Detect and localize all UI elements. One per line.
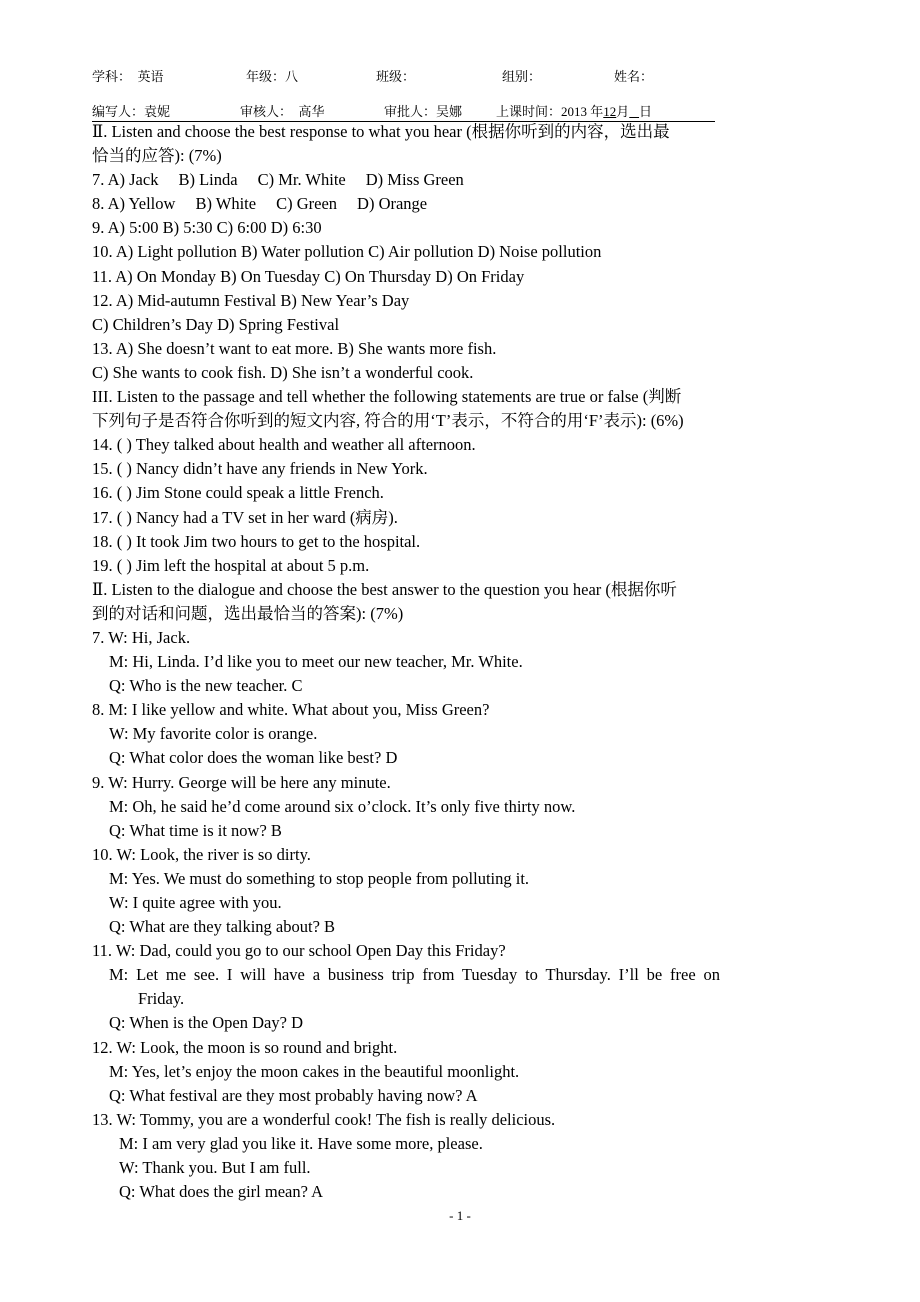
script-12-line: Q: What festival are they most probably having now? A bbox=[109, 1085, 478, 1105]
header-author: 编写人：袁妮 bbox=[92, 104, 171, 119]
question-12-line1: 12. A) Mid-autumn Festival B) New Year’s Day bbox=[92, 290, 410, 310]
script-10-line: Q: What are they talking about? B bbox=[109, 917, 336, 937]
q8-option-b: B) White bbox=[195, 194, 257, 214]
script-13-line: W: Thank you. But I am full. bbox=[119, 1158, 311, 1178]
header-approver: 审批人：吴娜 bbox=[384, 104, 463, 119]
class-time-day bbox=[629, 104, 639, 119]
script-13-line: 13. W: Tommy, you are a wonderful cook! The fish is really delicious. bbox=[92, 1109, 556, 1129]
question-13-line2: C) She wants to cook fish. D) She isn’t a wonderful cook. bbox=[92, 362, 474, 382]
q7-option-d: D) Miss Green bbox=[365, 170, 464, 190]
script-9-line: Q: What time is it now? B bbox=[109, 820, 282, 840]
question-12-line2: C) Children’s Day D) Spring Festival bbox=[92, 314, 340, 334]
header-class-time bbox=[496, 101, 652, 120]
section3-title-line2: 下列句子是否符合你听到的短文内容, 符合的用‘T’表示，不符合的用‘F’表示): (6%) bbox=[92, 411, 684, 431]
class-time-month: 12 bbox=[603, 104, 617, 119]
q7-option-c: C) Mr. White bbox=[257, 170, 346, 190]
q8-option-d: D) Orange bbox=[357, 194, 428, 214]
header-name: 姓名： bbox=[614, 69, 654, 84]
worksheet-body bbox=[92, 120, 720, 1204]
class-time-month-unit: 月 bbox=[616, 104, 630, 119]
script-8-line: W: My favorite color is orange. bbox=[109, 724, 318, 744]
tf-item: 19. ( ) Jim left the hospital at about 5 p.m. bbox=[92, 555, 370, 575]
tf-item: 17. ( ) Nancy had a TV set in her ward (病房). bbox=[92, 507, 398, 527]
header-grade: 年级：八 bbox=[246, 69, 299, 84]
script-10-line: M: Yes. We must do something to stop people from polluting it. bbox=[109, 868, 530, 888]
question-9: 9. A) 5:00 B) 5:30 C) 6:00 D) 6:30 bbox=[92, 218, 322, 238]
q8-option-a: 8. A) Yellow bbox=[92, 194, 176, 214]
script-10-line: W: I quite agree with you. bbox=[109, 893, 282, 912]
script-7-line: M: Hi, Linda. I’d like you to meet our new teacher, Mr. White. bbox=[109, 652, 523, 672]
tf-item: 15. ( ) Nancy didn’t have any friends in New York. bbox=[92, 459, 428, 479]
script-7-line: Q: Who is the new teacher. C bbox=[109, 676, 303, 696]
script-9-line: 9. W: Hurry. George will be here any minute. bbox=[92, 772, 391, 792]
script-12-line: 12. W: Look, the moon is so round and bright. bbox=[92, 1037, 398, 1057]
q7-option-a: 7. A) Jack bbox=[92, 170, 159, 190]
script-13-line: Q: What does the girl mean? A bbox=[119, 1182, 324, 1202]
class-time-prefix: 上课时间：2013 年 bbox=[496, 104, 604, 119]
question-10: 10. A) Light pollution B) Water pollution C) Air pollution D) Noise pollution bbox=[92, 242, 602, 262]
script-11-line: 11. W: Dad, could you go to our school Open Day this Friday? bbox=[92, 941, 506, 961]
script-8-line: Q: What color does the woman like best? D bbox=[109, 748, 398, 768]
section2-title-line1: Ⅱ. Listen and choose the best response to what you hear (根据你听到的内容，选出最 bbox=[92, 122, 670, 141]
script-10-line: 10. W: Look, the river is so dirty. bbox=[92, 844, 311, 864]
script-title-line1: Ⅱ. Listen to the dialogue and choose the best answer to the question you hear (根据你听 bbox=[92, 579, 677, 599]
question-13-line1: 13. A) She doesn’t want to eat more. B) She wants more fish. bbox=[92, 338, 497, 358]
header-subject: 学科： 英语 bbox=[92, 69, 164, 84]
question-11: 11. A) On Monday B) On Tuesday C) On Thursday D) On Friday bbox=[92, 266, 525, 286]
page-number: - 1 - bbox=[449, 1208, 471, 1223]
script-title-line2: 到的对话和问题，选出最恰当的答案): (7%) bbox=[92, 603, 404, 623]
script-11-line: M: Let me see. I will have a business trip from Tuesday to Thursday. I’ll be free on bbox=[109, 965, 720, 985]
script-11-line: Friday. bbox=[138, 989, 185, 1009]
section3-title-line1: III. Listen to the passage and tell whether the following statements are true or false (判断 bbox=[92, 387, 682, 407]
section2-title-line2: 恰当的应答): (7%) bbox=[92, 146, 222, 166]
class-time-day-unit: 日 bbox=[639, 104, 653, 119]
script-11-line: Q: When is the Open Day? D bbox=[109, 1013, 303, 1033]
tf-item: 16. ( ) Jim Stone could speak a little French. bbox=[92, 483, 384, 503]
script-13-line: M: I am very glad you like it. Have some more, please. bbox=[119, 1133, 483, 1153]
header-class: 班级： bbox=[376, 69, 416, 84]
question-8 bbox=[92, 192, 720, 216]
script-9-line: M: Oh, he said he’d come around six o’clock. It’s only five thirty now. bbox=[109, 796, 576, 816]
script-12-line: M: Yes, let’s enjoy the moon cakes in the beautiful moonlight. bbox=[109, 1061, 520, 1081]
q7-option-b: B) Linda bbox=[178, 170, 238, 190]
question-7 bbox=[92, 168, 720, 192]
tf-item: 18. ( ) It took Jim two hours to get to the hospital. bbox=[92, 531, 421, 551]
tf-item: 14. ( ) They talked about health and weather all afternoon. bbox=[92, 435, 476, 455]
script-7-line: 7. W: Hi, Jack. bbox=[92, 627, 191, 647]
header-reviewer: 审核人： 高华 bbox=[240, 104, 325, 119]
q8-option-c: C) Green bbox=[276, 194, 338, 214]
script-8-line: 8. M: I like yellow and white. What about you, Miss Green? bbox=[92, 700, 490, 720]
header-group: 组别： bbox=[502, 69, 542, 84]
